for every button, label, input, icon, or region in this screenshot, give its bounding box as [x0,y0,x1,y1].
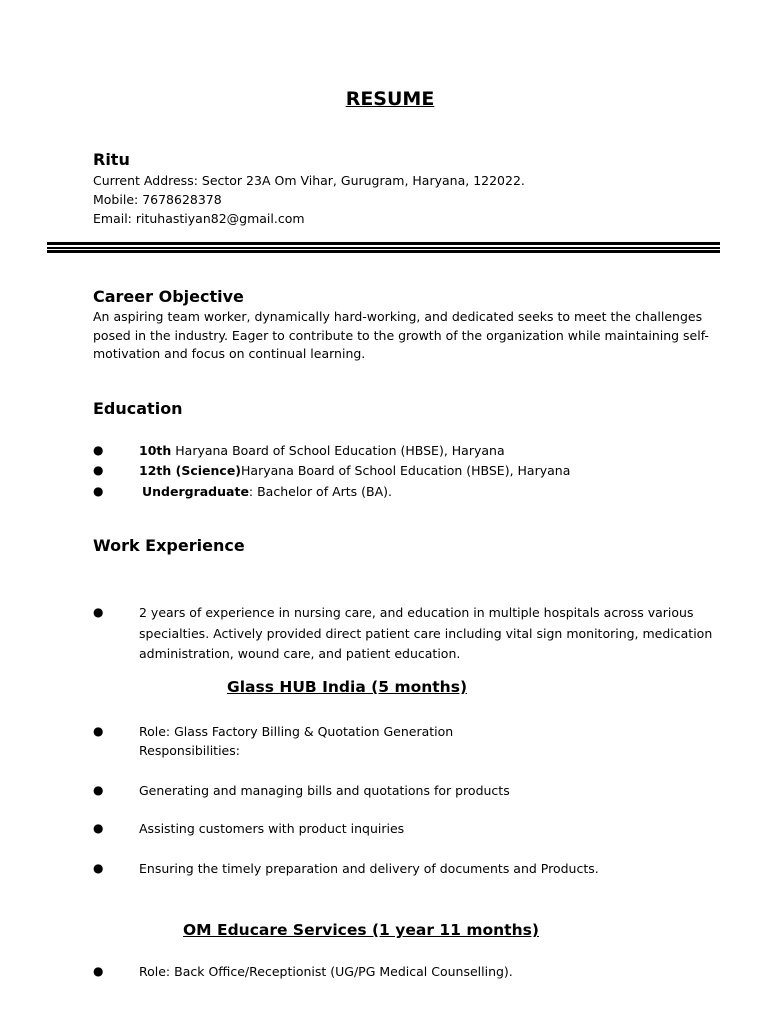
job-duty: Generating and managing bills and quotations for products [139,783,510,798]
job-duty: Assisting customers with product inquiries [139,821,405,836]
bullet-icon: ● [93,605,104,619]
address-line: Current Address: Sector 23A Om Vihar, Gurugram, Haryana, 122022. [93,173,525,188]
bullet-icon: ● [93,443,104,457]
resume-title: RESUME [345,88,435,110]
job-duty: Ensuring the timely preparation and delivery of documents and Products. [139,861,599,876]
bullet-icon: ● [93,724,104,738]
job-title-glass-hub: Glass HUB India (5 months) [227,678,468,696]
education-item [139,443,505,458]
career-objective-heading: Career Objective [93,287,244,306]
bullet-icon: ● [93,821,104,835]
education-heading: Education [93,399,183,418]
education-item-qualification: 10th [139,443,172,458]
bullet-icon: ● [93,484,104,498]
header-divider-middle [47,247,720,249]
education-item [139,463,570,478]
bullet-icon: ● [93,463,104,477]
career-objective-text: An aspiring team worker, dynamically hard-working, and dedicated seeks to meet the challenges posed in the industry. Eager to contribute to the growth of the organization while maintaining self-motivation and focus on continual learning. [93,309,709,361]
education-item-details: Haryana Board of School Education (HBSE), Haryana [241,463,571,478]
work-experience-heading: Work Experience [93,536,245,555]
education-item-details: : Bachelor of Arts (BA). [248,484,393,499]
header-divider-top [47,242,720,245]
work-summary: 2 years of experience in nursing care, and education in multiple hospitals across various specialties. Actively provided direct patient care including vital sign monitoring, medication administration, wound care, and patient education. [139,605,713,661]
bullet-icon: ● [93,783,104,797]
education-item-details: Haryana Board of School Education (HBSE), Haryana [171,443,505,458]
bullet-icon: ● [93,861,104,875]
email-line: Email: rituhastiyan82@gmail.com [93,211,305,226]
education-item-qualification: Undergraduate [142,484,249,499]
header-divider-bottom [47,250,720,253]
job-role: Role: Back Office/Receptionist (UG/PG Medical Counselling). [139,964,513,979]
mobile-line: Mobile: 7678628378 [93,192,222,207]
education-item-qualification: 12th (Science) [139,463,242,478]
job-title-om-educare: OM Educare Services (1 year 11 months) [183,921,539,939]
bullet-icon: ● [93,964,104,978]
candidate-name: Ritu [93,150,130,169]
responsibilities-label: Responsibilities: [139,743,240,758]
job-role: Role: Glass Factory Billing & Quotation Generation [139,724,454,739]
education-item [142,484,392,499]
